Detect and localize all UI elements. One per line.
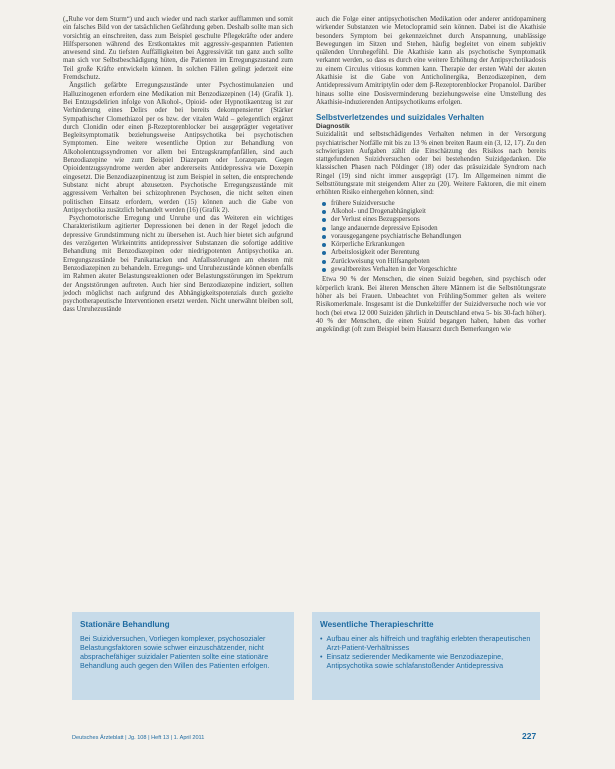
list-item: Zurückweisung von Hilfsangeboten — [316, 258, 546, 266]
risk-factor-list — [316, 200, 546, 275]
list-item: • Aufbau einer als hilfreich und tragfähig erlebten therapeutischen Arzt-Patient-Verhältnisses — [320, 634, 531, 652]
bullet-dot-icon — [322, 227, 326, 231]
list-item: der Verlust eines Bezugspersons — [316, 216, 546, 224]
right-intro-paragraph: auch die Folge einer antipsychotischen Medikation oder anderer antidopaminerg wirkender Substanzen wie Metoclopramid sein können. Dabei ist die Akathisie besonders Symptom bei gekennzeichnet durch Anspannung, unablässige Bewegungen im Sitzen und Stehen, häufig begleitet von einem subjektiv quälenden Unruhegefühl. Die Akathisie kann als psychotische Symptomatik verkannt werden, so dass es durch eine weitere Erhöhung der Antipsychotikadosis zu einem Circulus vitiosus kommen kann. Therapie der ersten Wahl der akuten Akathisie ist die Gabe von Anticholinergika, Benzodiazepinen, dem Antidepressivum Amitriptylin oder dem β-Rezeptorenblocker Propanolol. Darüber hinaus sollte eine Dosisverminderung beziehungsweise eine Umstellung des Akathisie-induzierenden Antipsychotikums erfolgen. — [316, 16, 546, 106]
list-item: Arbeitslosigkeit oder Berentung — [316, 249, 546, 257]
right-text-column — [316, 16, 546, 334]
list-item: lange andauernde depressive Episoden — [316, 225, 546, 233]
bullet-dot-icon — [322, 218, 326, 222]
bullet-dot-icon — [322, 251, 326, 255]
left-paragraph-3: Psychomotorische Erregung und Unruhe und das Weiteren ein wichtiges Charakteristikum agitierter Depressionen bei denen in der Regel jedoch die depressive Grundstimmung nicht zu übersehen ist. Auch hier bietet sich aufgrund des verzögerten Wirkeintritts antidepressiver Substanzen die sofortige additive Behandlung mit Benzodiazepinen oder niedrigpotenten Antipsychotika an. Erregungszustände bei Panikattacken und Anfallsstörungen am ehesten mit Benzodiazepinen zu behandeln. Erregungs- und Unruhezustände können ebenfalls im Rahmen akuter Belastungsreaktionen oder Belastungsstörungen im Spektrum der Angststörungen auftreten. Auch hier sind Benzodiazepine indiziert, sollten jedoch möglichst nach aufgrund des Abhängigkeitspotenzials durch gezielte psychotherapeutische Interventionen ersetzt werden. Nicht unerwähnt bleiben soll, dass Unruhezustände — [63, 215, 293, 314]
journal-footer: Deutsches Ärzteblatt | Jg. 108 | Heft 13 | 1. April 2011 — [72, 735, 205, 741]
bullet-dot-icon — [322, 243, 326, 247]
bullet-icon: • — [320, 634, 323, 643]
list-item: • Einsatz sedierender Medikamente wie Benzodiazepine, Antipsychotika sowie schlafanstoßender Antidepressiva — [320, 652, 504, 670]
list-item: Alkohol- und Drogenabhängigkeit — [316, 208, 546, 216]
left-paragraph-2: Ängstlich gefärbte Erregungszustände unter Psychostimulanzien und Halluzinogenen erfordern eine Medikation mit Benzodiazepinen (14) (Grafik 1). Bei Entzugsdelirien infolge von Alkohol-, Opioid- oder Hypnotikaentzug ist zur Verhinderung eines Delirs oder bei bereits dekompensierter (Stärker Sympathischer Clomethiazol per os bzw. der vitalen Wald – gelegentlich ergänzt durch Clonidin oder einen β-Rezeptorenblocker bei ausgeprägter vegetativer Begleitsymptomatik beziehungsweise Antipsychotika bei psychotischen Symptomen. Eine weitere wesentliche Option zur Behandlung von Alkoholentzugssyndromen vor allem bei Entzugskrampfanfällen, sind auch Benzodiazepine wie zum Beispiel Diazepam oder Lorazepam. Gegen Opioidentzugssyndrome werden aber andererseits Antidepressiva wie Doxepin eingesetzt. Die Benzodiazepinentzug ist zum Beispiel in selten, die entsprechende Substanz nicht abrupt abzusetzen. Psychotische Erregungszustände mit aggressivem Verhalten bei schizophrenen Psychosen, die nicht selten einen politischen Einsatz erfordern, werden (15) können auch die Gabe von Antipsychotika zusätzlich behandelt werden (16) (Grafik 2). — [63, 82, 293, 214]
risk-paragraph: Etwa 90 % der Menschen, die einen Suizid begehen, sind psychisch oder körperlich krank. Bei älteren Menschen ältere Männern ist die Selbsttötungsrate höher als bei Frauen. Unbeachtet von Frühling/Sommer gelten als weitere Risikomerkmale. Insgesamt ist die Dunkelziffer der Suizidversuche noch wie vor hoch (bei etwa 12 000 Suiziden jährlich in Deutschland etwa 5- bis 30-fach höher). 40 % der Menschen, die einen Suizid begangen haben, haben das vorher angekündigt (oft zum Beispiel beim Hausarzt durch Bemerkungen wie — [316, 276, 546, 334]
bullet-icon: • — [320, 652, 323, 661]
therapy-steps-box — [312, 612, 540, 700]
section-heading: Selbstverletzendes und suizidales Verhalten — [316, 113, 485, 123]
page-number: 227 — [522, 731, 537, 741]
bullet-dot-icon — [322, 235, 326, 239]
inpatient-treatment-box — [72, 612, 294, 700]
box-title: Wesentliche Therapieschritte — [320, 620, 434, 629]
bullet-dot-icon — [322, 268, 326, 272]
list-item: Körperliche Erkrankungen — [316, 241, 546, 249]
therapy-steps-list — [320, 634, 532, 670]
bullet-dot-icon — [322, 260, 326, 264]
list-item: gewaltbereites Verhalten in der Vorgeschichte — [316, 266, 546, 274]
box-body: Bei Suizidversuchen, Vorliegen komplexer, psychosozialer Belastungsfaktoren sowie schwer einzuschätzender, nicht absprachefähiger suizidaler Patienten sollte eine stationäre Behandlung auch gegen den Willen des Patienten erfolgen. — [80, 634, 270, 670]
bullet-dot-icon — [322, 210, 326, 214]
left-text-column — [63, 16, 293, 315]
list-item: vorausgegangene psychiatrische Behandlungen — [316, 233, 546, 241]
diagnostics-paragraph: Suizidalität und selbstschädigendes Verhalten nehmen in der Versorgung psychiatrischer Notfälle mit bis zu 13 % einen breiten Raum ein (3, 12, 17). Zu den schwierigsten Aufgaben zählt die Einschätzung des Risikos nach bereits stattgefundenen Suizidversuchen oder bei bestehenden Suizidgedanken. Die klassischen Phasen nach Pöldinger (18) oder das präsuizidale Syndrom nach Ringel (19) sind nicht immer ausgeprägt (17). Im Allgemeinen nimmt die Selbsttötungsrate mit steigendem Alter zu (20). Weitere Faktoren, die mit einem erhöhten Risiko einhergehen können, sind: — [316, 131, 547, 197]
box-body — [320, 634, 532, 670]
bullet-dot-icon — [322, 202, 326, 206]
left-paragraph-1: („Ruhe vor dem Sturm“) und auch wieder und nach starker aufflammen und somit ein falsches Bild von der tatsächlichen Gefährdung geben. Deshalb sollte man sich vorsichtig an einschreiten, dass zum Beispiel geschulte Pflegekräfte oder andere Hilfspersonen während des Erstkontaktes mit aggressiv-gespannten Patienten anwesend sind. Zu tiefsten Auffälligkeiten bei Aggressivität tun ganz auch sollte man sich vor Selbstbeschädigung hüten, die Patienten im Erregungszustand zum Teil große Kräfte entwickeln können. In solchen Fällen gelingt jederzeit eine Fremdschutz. — [63, 16, 293, 82]
box-title: Stationäre Behandlung — [80, 620, 170, 629]
list-item: frühere Suizidversuche — [316, 200, 546, 208]
subsection-heading: Diagnostik — [316, 123, 350, 131]
